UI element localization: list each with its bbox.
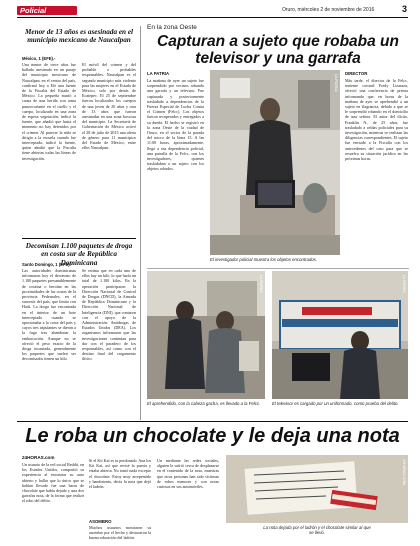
story2-col1: Las autoridades dominicanas informaron hoy el decomiso de 1.100 paquetes presumiblemente de cocaína o heroína en las proximidades de las costas de la provincia Pedernales, en el suroeste del país, que limita con Haití. La droga fue encontrada en el interior de un bote interceptado cuando se aproximaba a la costa del país y cuyos tres tripulantes se dieron a la fuga tras abandonar la embarcación. Aunque no se ofreció el peso exacto de la droga incautada, generalmente los paquetes que suelen ser decomisados tienen un kilo. — [22, 268, 76, 362]
story2 — [22, 242, 136, 420]
photo-tv — [272, 271, 408, 399]
photo-note-tag: 24HORAS.COM — [402, 459, 406, 486]
main-col1: La mañana de ayer un sujeto fue sorprendido por vecinos robando una garrafa y un televisor. Fue capturado y posteriormente trasladado a dependencias de la Fuerza Especial de Lucha Contra el Crimen (Felcc). Los objetos fueron recuperados y entregados a su dueña. El hecho se registró en la zona Oeste de la ciudad de Oruro, en el sector de la parada del micro de la línea 15. A las 11:00 horas, aproximadamente, llegó a esa dependencia policial, una patrulla de la Felcc, con los investigadores, quienes trasladaban a un sujeto con los objetos robados. — [147, 78, 204, 172]
photo-tv-image — [272, 271, 408, 399]
main-col2-header: DIRECTOR — [345, 71, 368, 76]
bottom-top-rule — [17, 421, 408, 422]
story1-col2: El móvil del crimen y del probable o probables responsables. Naucalpan es el segundo municipio más violento para las mujeres en el Estado de México, solo por detrás de Ecatepec. El 25 de septiembre fueron localizados los cuerpos de una joven de 20 años y otra de 13 años que fueron asesinadas en una zona boscosa del municipio. La Secretaría de Gobernación de México activó el 28 de julio de 2015 una alerta de género para 11 municipios del Estado de México, entre ellos Naucalpan. — [82, 62, 136, 151]
bottom-source: 24HORAS.com — [22, 455, 55, 460]
bottom-col1: Un usuario de la red social Reddit, en los Estados Unidos, compartió su experiencia al encontrar su auto abierto y hallar que lo único que se habían llevado fue una barra de chocolate que había dejado y una dos garrafas nota, de la forma que realizó el robo del delito. — [22, 462, 84, 504]
main-byline: LA PATRIA — [147, 71, 170, 76]
story1-col1: Una menor de trece años fue hallada asesinada en un paraje del municipio mexicano de Naucalpan, en el centro del país, confirmó hoy a Efe una fuente de la Fiscalía del Estado de México. La pequeña murió a causa de una herida con arma punzocortante en el cuello y el cuerpo, localizado en una zona de espesa vegetación, indicó la fuente, que añadió que hasta el momento no hay detenidos por el crimen. Al parecer la niña se dirigía a la escuela cuando fue interceptada, indicó la fuente, quien añadió que la Fiscalía tiene abiertas todas las líneas de investigación. — [22, 62, 76, 161]
photo-arrest-caption: El aprehendido, con la cabeza gacha, es llevado a la Felcc. — [147, 401, 261, 406]
section-logo-text: Policial — [20, 6, 47, 15]
photo-note — [226, 455, 408, 523]
story1-dateline: México, 1 (EFE).- — [22, 56, 56, 61]
photo-arrest — [147, 271, 265, 399]
photo-evidence — [210, 70, 340, 255]
column-divider — [140, 26, 141, 420]
main-divider — [147, 268, 409, 269]
bottom-headline: Le roba un chocolate y le deja una nota — [25, 425, 400, 447]
bottom-col3: Un mediante las redes sociales, alguien le sufrió cerca de desplazarse en el contenido de la nota, muestras que otras personas han sido víctimas de robos menores y con notas curiosas en sus automóviles. — [157, 458, 219, 490]
photo-tv-tag: LA PATRIA — [402, 275, 406, 293]
photo-arrest-tag: LA PATRIA — [259, 275, 263, 293]
story2-col2: Se estima que en cada uno de ellos hay un kilo, lo que haría un total de 1.100 kilos. En la operación participaron la Dirección Nacional de Control de Drogas (DNCD), la Armada de República Dominicana y la Dirección Nacional de Inteligencia (DNI), que contaron con el apoyo de la Administración Antidrogas de Estados Unidos (DEA). Los organismos informaron que las investigaciones continúan para dar con el paradero de los responsables, así como con el destino final del cargamento ilícito. — [82, 268, 136, 362]
photo-evidence-image — [210, 70, 340, 255]
photo-arrest-image — [147, 271, 265, 399]
bottom-col2: Si el Kit Kat es tu perdonado. Ana los Kit Kat, así que revisé la puerta y estaba abierta. No tomó nada excepto el chocolate. Estoy muy arrepentido y hambriento, decía la nota que dejó el ladrón. — [89, 458, 151, 490]
dateline: Oruro, miércoles 2 de noviembre de 2016 — [282, 7, 375, 13]
bottom-col2b: Muchos usuarios mostraron su asombro por el hecho y destacaron la buena educación del ladrón. — [89, 525, 151, 541]
photo-note-caption: La nota dejada por el ladrón y el chocolate similar al que se llevó. — [263, 525, 371, 536]
story2-dateline: Santo Domingo, 1 (EFE).- — [22, 262, 73, 267]
masthead — [0, 0, 420, 16]
photo-evidence-tag: LA PATRIA — [334, 74, 338, 92]
main-kicker: En la zona Oeste — [147, 24, 197, 31]
story2-headline: Decomisan 1.100 paquetes de droga en costa sur de República Dominicana — [25, 242, 133, 267]
bottom-subhead: ASOMBRO — [89, 519, 112, 524]
story1 — [22, 28, 136, 227]
story1-divider — [22, 238, 136, 239]
main-col2: Más tarde, el director de la Felcc, teniente coronel Fredy Lizarazu, ofreció una conferencia de prensa informando que, en horas de la mañana de ayer se aprehendió a un sujeto en flagrancia, debido a que se le sorprendió robando en el domicilio de una señora. El autor del ilícito, Franklin N., de 25 años, fue trasladado a celdas policiales para su investigación, mientras se realizan las diligencias correspondientes. El sujeto fue enviado a la Fiscalía con los antecedentes del caso para que se resuelva su situación jurídica en las próximas horas. — [345, 78, 408, 162]
story1-headline: Menor de 13 años es asesinada en el municipio mexicano de Naucalpan — [24, 28, 134, 45]
photo-evidence-caption: El investigador policial muestra los objetos encontrados. — [210, 257, 318, 262]
photo-note-image — [226, 455, 408, 523]
section-logo — [17, 6, 77, 15]
page-number: 3 — [402, 4, 408, 14]
main-headline: Capturan a sujeto que robaba un televisor y una garrafa — [157, 33, 399, 67]
photo-tv-caption: El televisor es cargado por un uniformado, como prueba del delito. — [272, 401, 399, 406]
masthead-rule — [17, 17, 408, 18]
